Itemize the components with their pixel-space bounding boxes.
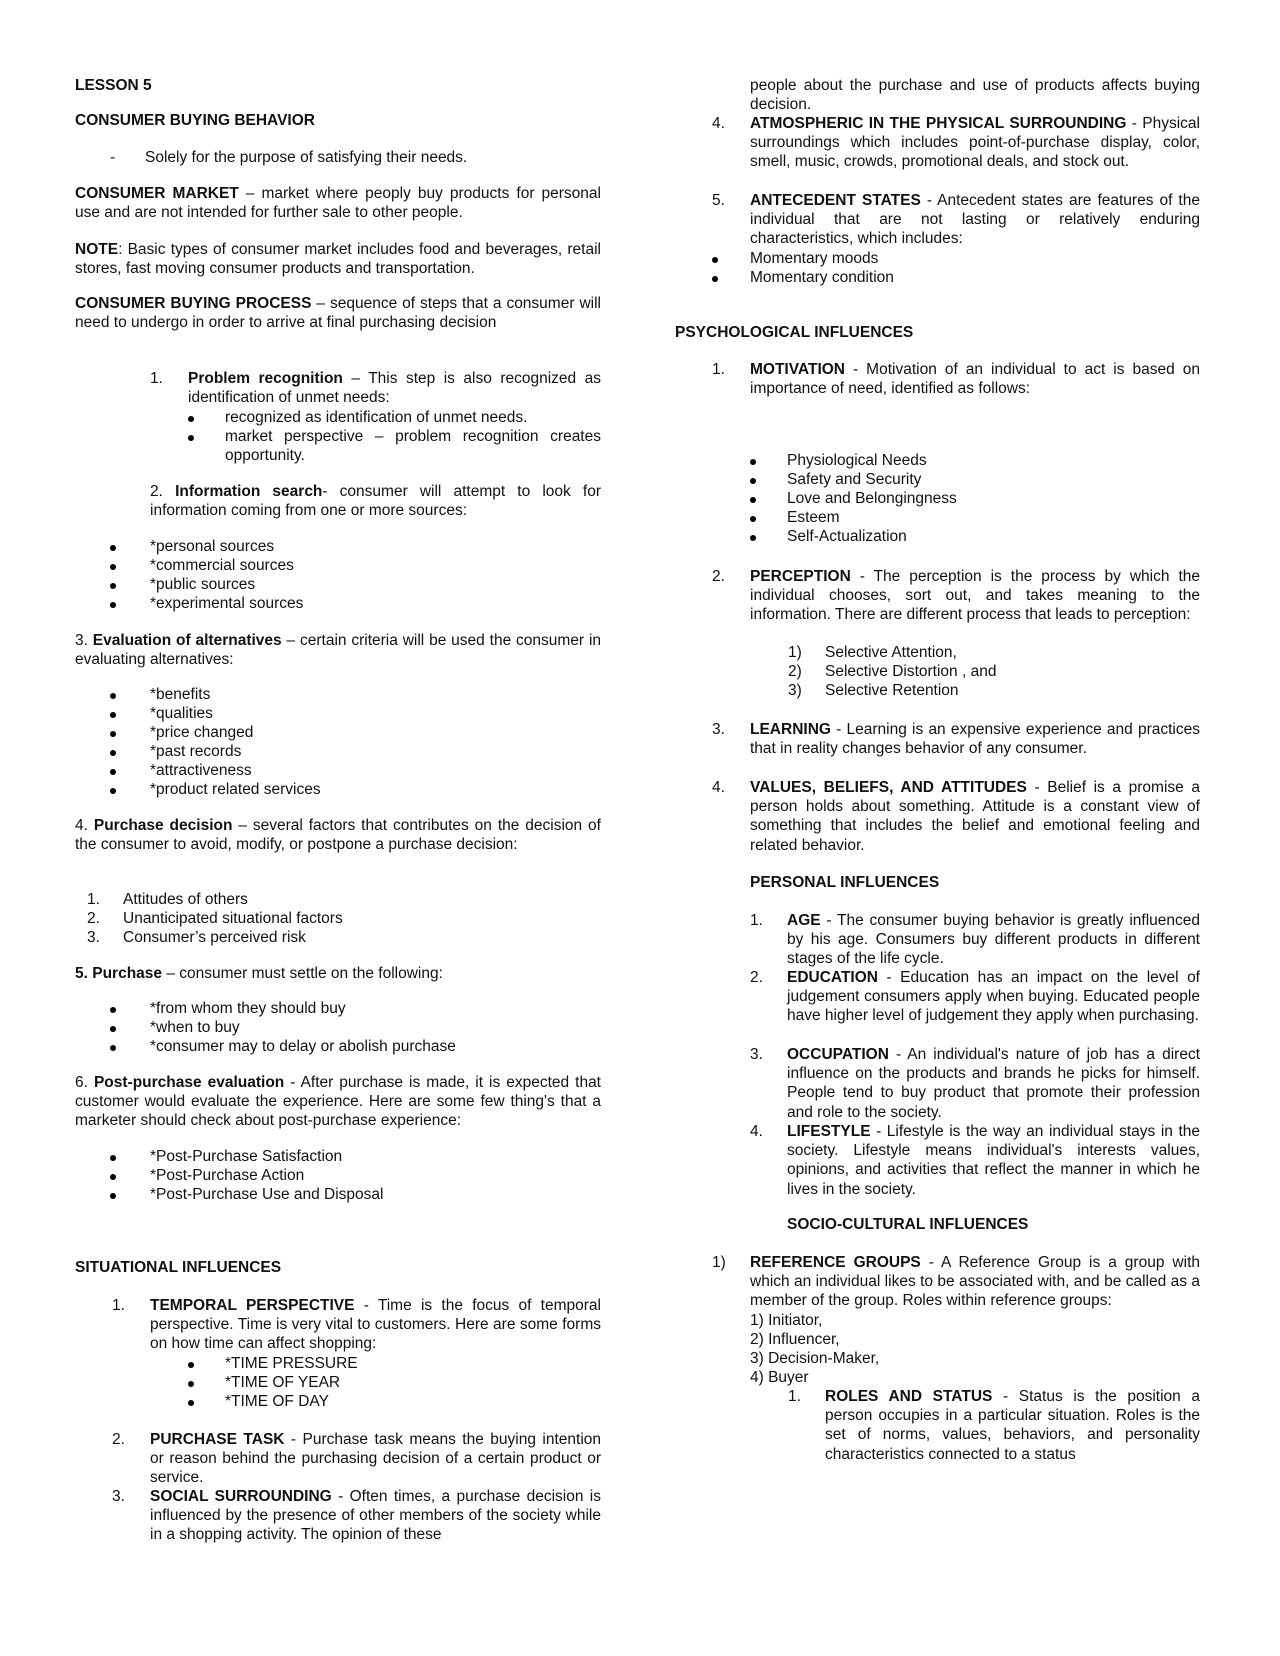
socio-roles-status: 1. ROLES AND STATUS - Status is the position a person occupies in a particular situation. Roles is the set of norms, values, behaviors, and personality characteristics connected to a status <box>788 1388 1200 1463</box>
bullet-icon <box>110 602 116 608</box>
psych-learning: 3. LEARNING - Learning is an expensive experience and practices that in reality changes behavior of any consumer. <box>712 721 1200 758</box>
list-item: Love and Belongingness <box>750 489 1200 508</box>
bullet-icon <box>750 535 756 541</box>
list-item: *benefits <box>110 685 601 704</box>
list-item: Safety and Security <box>750 470 1200 489</box>
bullet-icon <box>188 1400 194 1406</box>
social-surrounding-continued: people about the purchase and use of products affects buying decision. <box>750 77 1200 114</box>
personal-occupation: 3. OCCUPATION - An individual's nature of job has a direct influence on the products and brands he picks for himself. People tend to buy product that promote their profession and role to the society. <box>750 1046 1200 1121</box>
list-item: *Post-Purchase Use and Disposal <box>110 1185 601 1204</box>
bullet-icon <box>110 545 116 551</box>
personal-heading: PERSONAL INFLUENCES <box>750 874 940 891</box>
note-paragraph: NOTE: Basic types of consumer market includes food and beverages, retail stores, fast moving consumer products and transportation. <box>75 241 601 278</box>
bullet-icon <box>188 435 194 441</box>
situational-antecedent: 5. ANTECEDENT STATES - Antecedent states are features of the individual that are not lasting or relatively enduring characteristics, which includes: <box>712 192 1200 248</box>
list-item: *commercial sources <box>110 556 601 575</box>
list-item: *qualities <box>110 704 601 723</box>
socio-cultural-heading: SOCIO-CULTURAL INFLUENCES <box>787 1216 1029 1233</box>
list-item: *TIME OF DAY <box>188 1392 601 1411</box>
bullet-icon <box>110 1007 116 1013</box>
list-item: *experimental sources <box>110 594 601 613</box>
list-item: *TIME PRESSURE <box>188 1354 601 1373</box>
list-item: *past records <box>110 742 601 761</box>
bullet-icon <box>110 1174 116 1180</box>
bullet-icon <box>750 516 756 522</box>
situational-social-surrounding: 3. SOCIAL SURROUNDING - Often times, a purchase decision is influenced by the presence of other members of the society while in a shopping activity. The opinion of these <box>112 1488 601 1544</box>
list-item: 2) Selective Distortion , and <box>788 663 997 680</box>
bullet-icon <box>110 1155 116 1161</box>
list-item: 1) Initiator, <box>750 1312 823 1329</box>
bullet-icon <box>110 564 116 570</box>
socio-reference-groups: 1) REFERENCE GROUPS - A Reference Group is a group with which an individual likes to be associated with, and be called as a member of the group. Roles within reference groups: <box>712 1254 1200 1310</box>
bullet-icon <box>188 416 194 422</box>
list-item: market perspective – problem recognition creates opportunity. <box>188 427 601 465</box>
lesson-label: LESSON 5 <box>75 77 152 94</box>
personal-lifestyle: 4. LIFESTYLE - Lifestyle is the way an individual stays in the society. Lifestyle means individual's interests values, opinions, and activities that reflect the manner in which he lives in the society. <box>750 1123 1200 1198</box>
psych-perception: 2. PERCEPTION - The perception is the process by which the individual chooses, sort out, and takes meaning to the information. There are different process that leads to perception: <box>712 568 1200 624</box>
list-item: 3. Consumer’s perceived risk <box>87 929 306 946</box>
step-evaluation-alternatives: 3. Evaluation of alternatives – certain criteria will be used the consumer in evaluating alternatives: <box>75 632 602 669</box>
bullet-icon <box>712 257 718 263</box>
situational-temporal: 1. TEMPORAL PERSPECTIVE - Time is the focus of temporal perspective. Time is very vital to customers. Here are some forms on how time can affect shopping: <box>112 1297 601 1353</box>
list-item: recognized as identification of unmet needs. <box>188 408 601 427</box>
consumer-market-definition: CONSUMER MARKET – market where peoply buy products for personal use and are not intended for further sale to other people. <box>75 185 601 222</box>
list-item: Momentary moods <box>712 249 1200 268</box>
bullet-icon <box>110 750 116 756</box>
bullet-icon <box>110 693 116 699</box>
list-item: *public sources <box>110 575 601 594</box>
bullet-icon <box>110 788 116 794</box>
list-item: 3) Selective Retention <box>788 682 959 699</box>
bullet-icon <box>110 712 116 718</box>
step-information-search: 2. Information search- consumer will attempt to look for information coming from one or more sources: <box>150 483 601 520</box>
page-title: CONSUMER BUYING BEHAVIOR <box>75 112 315 129</box>
list-item: 1) Selective Attention, <box>788 644 957 661</box>
list-item: Momentary condition <box>712 268 1200 287</box>
list-item: 2. Unanticipated situational factors <box>87 910 343 927</box>
list-item: *personal sources <box>110 537 601 556</box>
psych-motivation: 1. MOTIVATION - Motivation of an individual to act is based on importance of need, identified as follows: <box>712 361 1200 398</box>
list-item: *Post-Purchase Action <box>110 1166 601 1185</box>
list-item: *attractiveness <box>110 761 601 780</box>
bullet-icon <box>188 1362 194 1368</box>
list-item: Esteem <box>750 508 1200 527</box>
bullet-icon <box>750 459 756 465</box>
bullet-icon <box>110 1045 116 1051</box>
bullet-icon <box>110 1026 116 1032</box>
buying-process-definition: CONSUMER BUYING PROCESS – sequence of steps that a consumer will need to undergo in order to arrive at final purchasing decision <box>75 295 601 332</box>
bullet-icon <box>188 1381 194 1387</box>
list-item: 4) Buyer <box>750 1369 809 1386</box>
list-item: *price changed <box>110 723 601 742</box>
list-item: *TIME OF YEAR <box>188 1373 601 1392</box>
list-item: Self-Actualization <box>750 527 1200 546</box>
step-purchase-decision: 4. Purchase decision – several factors that contributes on the decision of the consumer to avoid, modify, or postpone a purchase decision: <box>75 817 601 854</box>
dash-item: - Solely for the purpose of satisfying their needs. <box>110 149 468 166</box>
list-item: *consumer may to delay or abolish purchase <box>110 1037 601 1056</box>
personal-education: 2. EDUCATION - Education has an impact on the level of judgement consumers apply when buying. Educated people have higher level of judgement they apply when purchasing. <box>750 969 1200 1025</box>
bullet-icon <box>712 276 718 282</box>
situational-atmospheric: 4. ATMOSPHERIC IN THE PHYSICAL SURROUNDING - Physical surroundings which includes point-of-purchase display, color, smell, music, crowds, promotional deals, and stock out. <box>712 115 1200 171</box>
list-item: 2) Influencer, <box>750 1331 840 1348</box>
list-item: 1. Attitudes of others <box>87 891 248 908</box>
bullet-icon <box>110 583 116 589</box>
bullet-icon <box>110 769 116 775</box>
situational-purchase-task: 2. PURCHASE TASK - Purchase task means the buying intention or reason behind the purchasing decision of a certain product or service. <box>112 1431 602 1487</box>
situational-heading: SITUATIONAL INFLUENCES <box>75 1259 282 1276</box>
list-item: *Post-Purchase Satisfaction <box>110 1147 601 1166</box>
list-item: *when to buy <box>110 1018 601 1037</box>
bullet-icon <box>110 1193 116 1199</box>
step-purchase: 5. Purchase – consumer must settle on the following: <box>75 965 443 982</box>
personal-age: 1. AGE - The consumer buying behavior is greatly influenced by his age. Consumers buy different products in different stages of the life cycle. <box>750 912 1200 968</box>
bullet-icon <box>110 731 116 737</box>
psychological-heading: PSYCHOLOGICAL INFLUENCES <box>675 324 914 341</box>
list-item: *from whom they should buy <box>110 999 601 1018</box>
list-item: 3) Decision-Maker, <box>750 1350 880 1367</box>
list-item: Physiological Needs <box>750 451 1200 470</box>
step-post-purchase-evaluation: 6. Post-purchase evaluation - After purchase is made, it is expected that customer would evaluate the experience. Here are some few thing's that a marketer should check about post-purchase experience: <box>75 1074 601 1130</box>
bullet-icon <box>750 497 756 503</box>
step-problem-recognition: 1. Problem recognition – This step is also recognized as identification of unmet needs: <box>150 370 601 407</box>
psych-values-beliefs: 4. VALUES, BELIEFS, AND ATTITUDES - Belief is a promise a person holds about something. Attitude is a constant view of something that includes the belief and emotional feeling and related behavior. <box>712 779 1200 854</box>
bullet-icon <box>750 478 756 484</box>
list-item: *product related services <box>110 780 601 799</box>
